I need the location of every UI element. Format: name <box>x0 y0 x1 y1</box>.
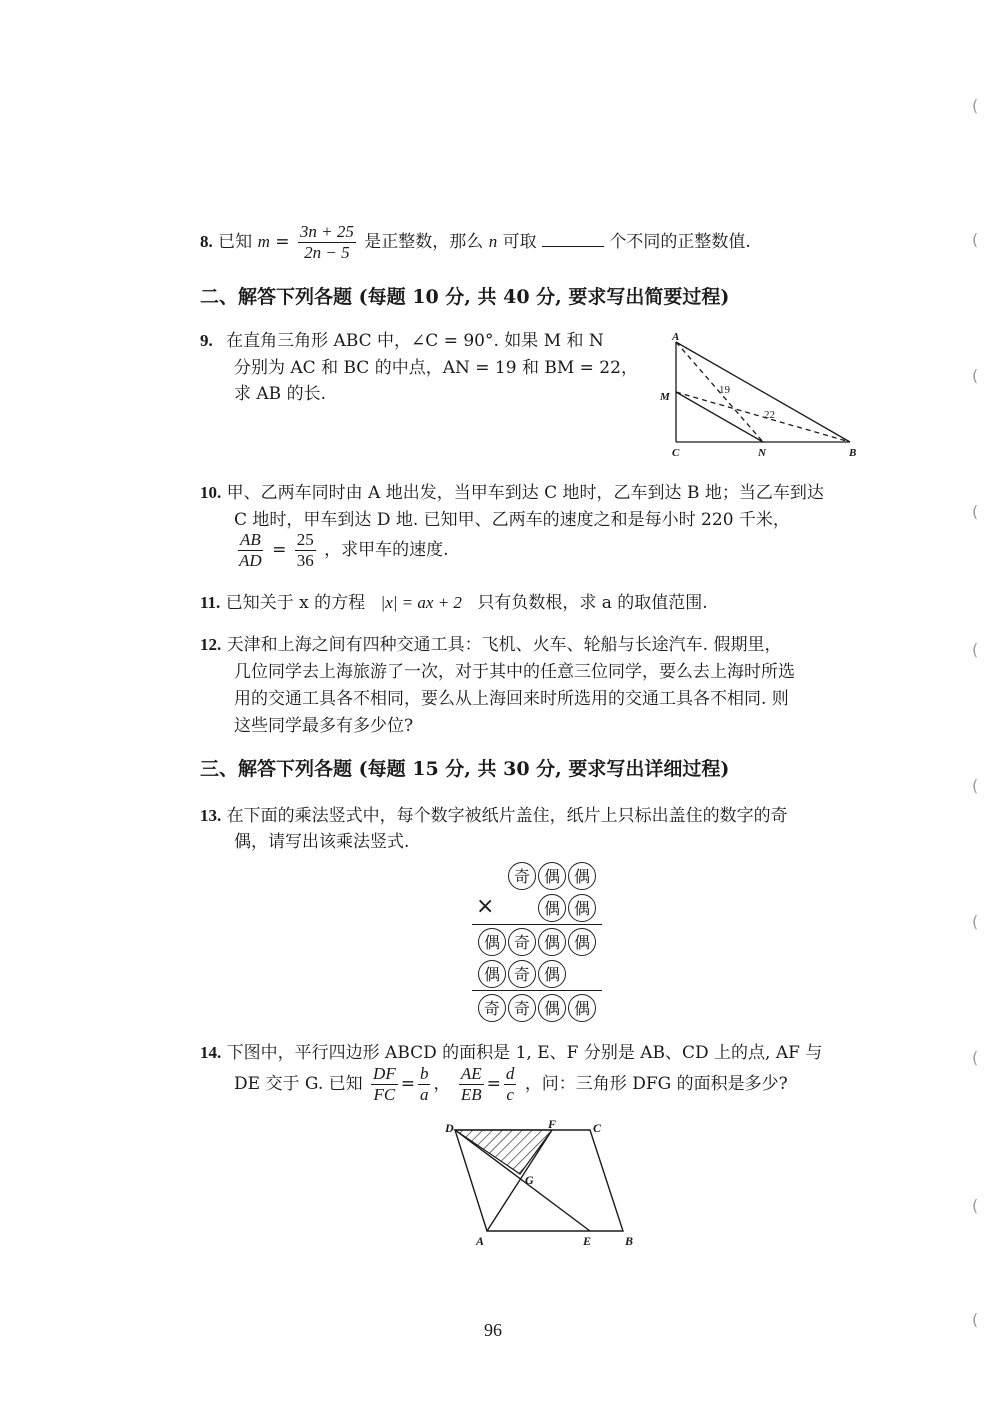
label-g: G <box>525 1173 534 1187</box>
length-bm: 22 <box>764 409 775 421</box>
problem-13-line2: 偶，请写出该乘法竖式. <box>234 832 410 852</box>
fraction-d-c: $\frac{d}{c}$ <box>505 1064 515 1104</box>
cell-circle: 偶 <box>568 928 596 956</box>
section-2-title: 二、解答下列各题 (每题 10 分, 共 40 分, 要求写出简要过程) <box>200 286 730 308</box>
label-c: C <box>672 447 680 459</box>
times-sign: × <box>476 894 495 919</box>
problem-9: 9. 在直角三角形 ABC 中，∠C = 90°. 如果 M 和 N <box>200 331 604 351</box>
cell-circle: 偶 <box>568 894 596 922</box>
row-1 <box>507 862 597 890</box>
rule-2 <box>472 990 602 991</box>
fraction-df-fc: $\frac{DF}{FC}$ <box>373 1064 396 1104</box>
label-a: A <box>672 331 680 343</box>
row-3 <box>477 928 597 956</box>
margin-mark: ( <box>972 230 979 249</box>
margin-mark: ( <box>972 1310 979 1329</box>
cell-circle: 偶 <box>538 960 566 988</box>
segment-mn <box>676 392 763 442</box>
problem-12: 12. 天津和上海之间有四种交通工具：飞机、火车、轮船与长途汽车. 假期里， <box>200 635 782 655</box>
margin-mark: ( <box>972 912 979 931</box>
problem-11: 11. 已知关于 x 的方程 |x| = ax + 2 只有负数根，求 a 的取值范围. <box>200 593 708 613</box>
row-5 <box>477 994 597 1022</box>
row-2 <box>537 894 597 922</box>
cell-circle: 奇 <box>508 994 536 1022</box>
problem-14: 14. 下图中，平行四边形 ABCD 的面积是 1, E、F 分别是 AB、CD 上的点, AF 与 <box>200 1043 823 1063</box>
cell-circle: 偶 <box>568 862 596 890</box>
length-an: 19 <box>719 384 730 396</box>
label-c: C <box>593 1121 602 1135</box>
page-number: 96 <box>484 1320 502 1340</box>
fraction-25-36: $\frac{25}{36}$ <box>296 530 314 570</box>
cell-circle: 奇 <box>508 928 536 956</box>
median-bm <box>676 392 850 442</box>
label-e: E <box>583 1234 592 1248</box>
cell-circle: 偶 <box>538 928 566 956</box>
problem-10: 10. 甲、乙两车同时由 A 地出发，当甲车到达 C 地时，乙车到达 B 地；当乙车到达 <box>200 483 824 503</box>
fraction-ae-eb: $\frac{AE}{EB}$ <box>460 1064 482 1104</box>
fraction-b-a: $\frac{b}{a}$ <box>419 1064 429 1104</box>
label-d: D <box>445 1121 454 1135</box>
problem-9-line2: 分别为 AC 和 BC 的中点，AN = 19 和 BM = 22， <box>234 358 638 378</box>
margin-mark: ( <box>972 366 979 385</box>
cell-circle: 奇 <box>508 960 536 988</box>
parallelogram-figure <box>435 1118 645 1253</box>
section-3-title: 三、解答下列各题 (每题 15 分, 共 30 分, 要求写出详细过程) <box>200 758 730 780</box>
problem-12-line2: 几位同学去上海旅游了一次，对于其中的任意三位同学，要么去上海时所选 <box>234 662 795 682</box>
margin-mark: ( <box>972 502 979 521</box>
problem-12-line3: 用的交通工具各不相同，要么从上海回来时所选用的交通工具各不相同. 则 <box>234 689 789 709</box>
label-b: B <box>849 447 857 459</box>
cell-circle: 偶 <box>538 894 566 922</box>
cell-circle: 偶 <box>568 994 596 1022</box>
cell-circle: 偶 <box>478 928 506 956</box>
label-a: A <box>476 1234 485 1248</box>
cell-circle: 偶 <box>478 960 506 988</box>
margin-mark: ( <box>972 1196 979 1215</box>
margin-mark: ( <box>972 1048 979 1067</box>
multiplication-puzzle <box>470 860 605 1030</box>
rule-1 <box>472 924 602 925</box>
label-m: M <box>660 391 670 403</box>
problem-number: 8. <box>200 232 213 251</box>
fraction: $\frac{3n + 25}{2n - 5}$ <box>299 222 354 262</box>
problem-8: 8. 已知 m = $\frac{3n + 25}{2n - 5}$ 是正整数，那么 n 可取 个不同的正整数值. <box>200 222 751 262</box>
margin-mark: ( <box>972 640 979 659</box>
problem-10-line3: $\frac{AB}{AD}$ = $\frac{25}{36}$ ，求甲车的速度. <box>239 530 449 570</box>
problem-13: 13. 在下面的乘法竖式中，每个数字被纸片盖住，纸片上只标出盖住的数字的奇 <box>200 806 788 826</box>
label-f: F <box>548 1118 557 1131</box>
problem-9-line3: 求 AB 的长. <box>234 384 326 404</box>
fraction-ab-ad: $\frac{AB}{AD}$ <box>239 530 262 570</box>
problem-10-line2: C 地时，甲车到达 D 地. 已知甲、乙两车的速度之和是每小时 220 千米， <box>234 510 790 530</box>
problem-14-line2: DE 交于 G. 已知 $\frac{DF}{FC}$ = $\frac{b}{a}$ ， $\frac{AE}{EB}$ = $\frac{d}{c}$ ，问：三角形 DFG 的面积是多少? <box>234 1064 788 1104</box>
answer-blank[interactable] <box>542 228 604 247</box>
cell-circle: 奇 <box>508 862 536 890</box>
problem-12-line4: 这些同学最多有多少位? <box>234 716 414 736</box>
label-n: N <box>758 447 766 459</box>
triangle-figure <box>655 330 875 465</box>
side-ab <box>676 342 850 442</box>
cell-circle: 奇 <box>478 994 506 1022</box>
label-b: B <box>625 1234 634 1248</box>
margin-mark: ( <box>972 96 979 115</box>
cell-circle: 偶 <box>538 862 566 890</box>
margin-mark: ( <box>972 776 979 795</box>
row-4 <box>477 960 567 988</box>
cell-circle: 偶 <box>538 994 566 1022</box>
